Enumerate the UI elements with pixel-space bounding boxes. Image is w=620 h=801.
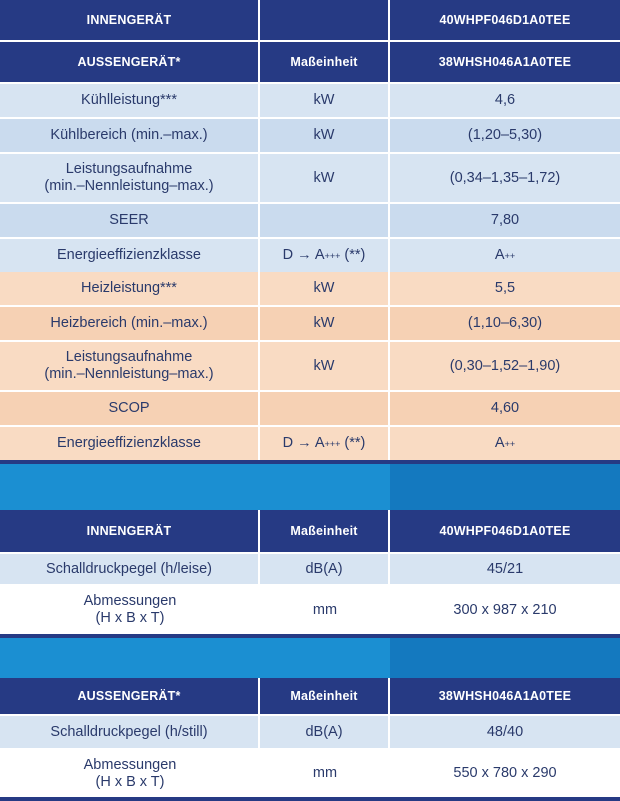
header-row-indoor bbox=[0, 510, 620, 554]
row-unit: kW bbox=[260, 272, 390, 305]
header-unit-label: Maßeinheit bbox=[260, 678, 390, 714]
row-value: (0,30–1,52–1,90) bbox=[390, 342, 620, 390]
table-row bbox=[0, 750, 620, 797]
header-outdoor-model: 38WHSH046A1A0TEE bbox=[390, 42, 620, 82]
row-label-line1: Leistungsaufnahme bbox=[65, 161, 193, 177]
row-label: Energieeffizienzklasse bbox=[0, 239, 260, 272]
row-value: (0,34–1,35–1,72) bbox=[390, 154, 620, 202]
row-label: Schalldruckpegel (h/still) bbox=[0, 716, 260, 748]
row-label-line1: Abmessungen bbox=[83, 593, 177, 609]
row-value: 300 x 987 x 210 bbox=[390, 586, 620, 634]
row-label: Kühlbereich (min.–max.) bbox=[0, 119, 260, 152]
row-label: SCOP bbox=[0, 392, 260, 425]
header-empty-unit bbox=[260, 0, 390, 40]
header-unit-label: Maßeinheit bbox=[260, 510, 390, 552]
row-value: A ++ bbox=[390, 427, 620, 460]
efficiency-class: A bbox=[494, 435, 505, 451]
row-label: Heizleistung*** bbox=[0, 272, 260, 305]
table-row bbox=[0, 427, 620, 460]
row-label: Kühlleistung*** bbox=[0, 84, 260, 117]
row-unit: D → A +++ (**) bbox=[260, 427, 390, 460]
section-divider bbox=[0, 638, 620, 678]
row-label-line2: (min.–Nennleistung–max.) bbox=[44, 366, 214, 382]
table-row bbox=[0, 272, 620, 307]
outdoor-unit-table bbox=[0, 678, 620, 801]
header-indoor-model: 40WHPF046D1A0TEE bbox=[390, 510, 620, 552]
row-value: (1,20–5,30) bbox=[390, 119, 620, 152]
header-row-outdoor bbox=[0, 42, 620, 84]
header-indoor-model: 40WHPF046D1A0TEE bbox=[390, 0, 620, 40]
row-unit: D → A +++ (**) bbox=[260, 239, 390, 272]
indoor-unit-table bbox=[0, 510, 620, 638]
table-row bbox=[0, 154, 620, 204]
efficiency-range: D → A bbox=[282, 247, 325, 263]
row-unit: kW bbox=[260, 307, 390, 340]
row-label-line2: (H x B x T) bbox=[95, 610, 165, 626]
row-unit: kW bbox=[260, 342, 390, 390]
row-label bbox=[0, 154, 260, 202]
header-row-outdoor bbox=[0, 678, 620, 716]
row-unit: kW bbox=[260, 154, 390, 202]
row-value: 4,6 bbox=[390, 84, 620, 117]
row-label: Energieeffizienzklasse bbox=[0, 427, 260, 460]
table-row bbox=[0, 392, 620, 427]
row-value: A ++ bbox=[390, 239, 620, 272]
row-label-line2: (min.–Nennleistung–max.) bbox=[44, 178, 214, 194]
header-indoor-label: INNENGERÄT bbox=[0, 0, 260, 40]
row-value: 45/21 bbox=[390, 554, 620, 584]
row-label bbox=[0, 750, 260, 797]
divider-left bbox=[0, 464, 390, 510]
row-value: (1,10–6,30) bbox=[390, 307, 620, 340]
divider-right bbox=[390, 464, 620, 510]
efficiency-range: D → A bbox=[282, 435, 325, 451]
row-label bbox=[0, 586, 260, 634]
row-unit: kW bbox=[260, 84, 390, 117]
row-unit bbox=[260, 204, 390, 237]
header-outdoor-label: AUSSENGERÄT* bbox=[0, 678, 260, 714]
row-label: SEER bbox=[0, 204, 260, 237]
row-unit: mm bbox=[260, 586, 390, 634]
divider-left bbox=[0, 638, 390, 678]
efficiency-range-note: (**) bbox=[340, 435, 366, 451]
row-value: 48/40 bbox=[390, 716, 620, 748]
row-label: Schalldruckpegel (h/leise) bbox=[0, 554, 260, 584]
table-row bbox=[0, 204, 620, 239]
header-outdoor-model: 38WHSH046A1A0TEE bbox=[390, 678, 620, 714]
header-row-indoor bbox=[0, 0, 620, 42]
header-indoor-label: INNENGERÄT bbox=[0, 510, 260, 552]
divider-right bbox=[390, 638, 620, 678]
table-row bbox=[0, 342, 620, 392]
table-row bbox=[0, 586, 620, 634]
table-row bbox=[0, 239, 620, 272]
table-bottom-rule bbox=[0, 797, 620, 801]
row-unit: kW bbox=[260, 119, 390, 152]
row-value: 550 x 780 x 290 bbox=[390, 750, 620, 797]
table-row bbox=[0, 307, 620, 342]
row-unit: dB(A) bbox=[260, 716, 390, 748]
efficiency-class: A bbox=[494, 247, 505, 263]
table-row bbox=[0, 716, 620, 750]
row-label-line2: (H x B x T) bbox=[95, 773, 165, 790]
header-outdoor-label: AUSSENGERÄT* bbox=[0, 42, 260, 82]
row-unit: dB(A) bbox=[260, 554, 390, 584]
table-row bbox=[0, 119, 620, 154]
row-value: 5,5 bbox=[390, 272, 620, 305]
table-row bbox=[0, 554, 620, 586]
row-value: 4,60 bbox=[390, 392, 620, 425]
row-label bbox=[0, 342, 260, 390]
row-label: Heizbereich (min.–max.) bbox=[0, 307, 260, 340]
row-unit bbox=[260, 392, 390, 425]
row-label-line1: Abmessungen bbox=[83, 756, 177, 773]
row-value: 7,80 bbox=[390, 204, 620, 237]
table-row bbox=[0, 84, 620, 119]
row-label-line1: Leistungsaufnahme bbox=[65, 349, 193, 365]
header-unit-label: Maßeinheit bbox=[260, 42, 390, 82]
row-unit: mm bbox=[260, 750, 390, 797]
section-divider bbox=[0, 464, 620, 510]
efficiency-range-note: (**) bbox=[340, 247, 366, 263]
